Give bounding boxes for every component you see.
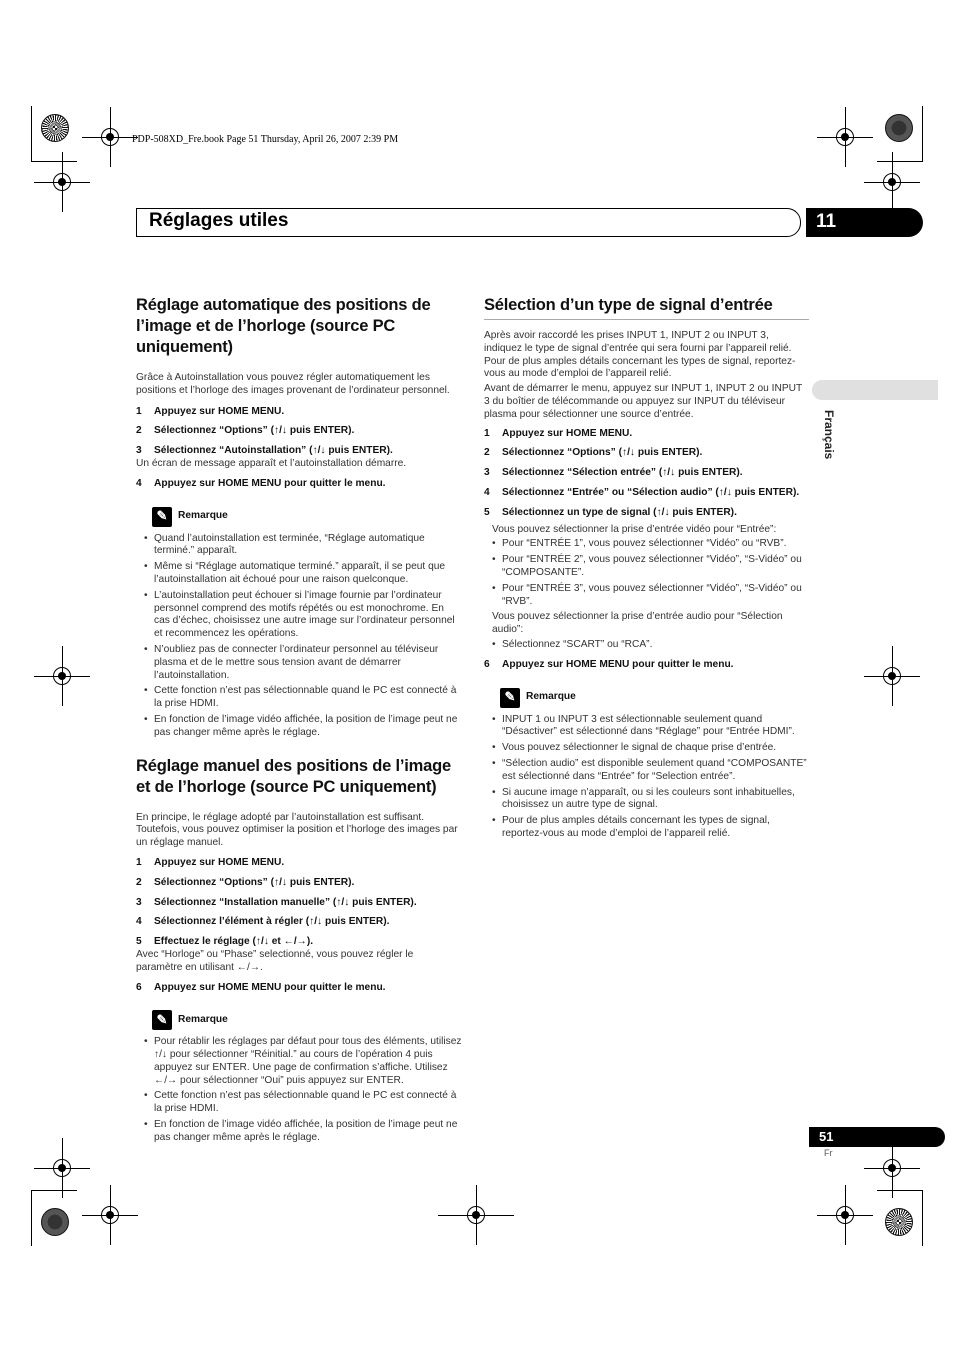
note-list — [484, 714, 809, 841]
step-note: Vous pouvez sélectionner la prise d’entrée vidéo pour “Entrée”: — [492, 523, 777, 535]
list-item: • Si aucune image n’apparaît, ou si les couleurs sont inhabituelles, choisissez un autre type de signal. — [484, 787, 809, 813]
page-title: Réglages utiles — [149, 210, 289, 231]
list-item: • INPUT 1 ou INPUT 3 est sélectionnable seulement quand “Désactiver” est sélectionné dans “Réglage” pour “Entrée HDMI”. — [484, 714, 809, 740]
list-item: • “Sélection audio” est disponible seulement quand “COMPOSANTE” est sélectionné dans “Entrée” for “Selection entrée”. — [484, 758, 809, 784]
paragraph: En principe, le réglage adopté par l’autoinstallation est suffisant. Toutefois, vous pouvez optimiser la position et l’horloge des images par un réglage manuel. — [136, 811, 458, 849]
file-header: PDP-508XD_Fre.book Page 51 Thursday, April 26, 2007 2:39 PM — [132, 134, 399, 145]
list-item: • Sélectionnez “SCART” ou “RCA”. — [484, 639, 809, 652]
step-note: Avec “Horloge” ou “Phase” selectionné, vous pouvez régler le paramètre en utilisant ←/→. — [136, 948, 414, 973]
list-item: • En fonction de l’image vidéo affichée, la position de l’image peut ne pas changer même après le réglage. — [136, 1119, 462, 1145]
list-item: • Pour rétablir les réglages par défaut pour tous des éléments, utilisez ↑/↓ pour sélectionner “Réinitial.” au cours de l’opération 4 puis appuyez sur ENTER. Une page de confirmation s’affiche. Utilisez ←/→ pour sélectionner “Oui” puis appuyez sur ENTER. — [136, 1036, 462, 1087]
list-item: • Cette fonction n’est pas sélectionnable quand le PC est connecté à la prise HDMI. — [136, 685, 462, 711]
note-heading: ✎ Remarque — [152, 507, 462, 527]
list-item: • En fonction de l’image vidéo affichée, la position de l’image peut ne pas changer même après le réglage. — [136, 714, 462, 740]
left-column — [136, 295, 462, 1145]
pencil-note-icon: ✎ — [152, 507, 172, 527]
step: 4 Sélectionnez “Entrée” ou “Sélection audio” (↑/↓ puis ENTER). — [484, 486, 800, 498]
step: 3 Sélectionnez “Sélection entrée” (↑/↓ puis ENTER). — [484, 467, 743, 479]
step: 2 Sélectionnez “Options” (↑/↓ puis ENTER). — [484, 447, 703, 459]
step: 5 Effectuez le réglage (↑/↓ et ←/→). — [136, 936, 314, 948]
pencil-note-icon: ✎ — [500, 688, 520, 708]
step: 6 Appuyez sur HOME MENU pour quitter le menu. — [484, 658, 734, 670]
paragraph: Grâce à Autoinstallation vous pouvez régler automatiquement les positions et l’horloge des images provenant de l’ordinateur personnel. — [136, 372, 450, 396]
list-item: • N’oubliez pas de connecter l’ordinateur personnel au téléviseur plasma et de le mettre sous tension avant de démarrer l’autoinstallation. — [136, 644, 462, 682]
option-list — [484, 538, 809, 608]
step: 1 Appuyez sur HOME MENU. — [484, 427, 633, 439]
section-title: Réglage manuel des positions de l’image et de l’horloge (source PC uniquement) — [136, 756, 451, 796]
step: 2 Sélectionnez “Options” (↑/↓ puis ENTER). — [136, 876, 355, 888]
registration-rosette-icon — [41, 114, 69, 142]
page-number: 51 — [819, 1129, 834, 1144]
step-note: Vous pouvez sélectionner la prise d’entrée audio pour “Sélection audio”: — [492, 611, 783, 636]
step: 3 Sélectionnez “Autoinstallation” (↑/↓ puis ENTER). — [136, 445, 393, 457]
note-list — [136, 1036, 462, 1144]
registration-rosette-icon — [885, 1208, 913, 1236]
paragraph: Après avoir raccordé les prises INPUT 1, INPUT 2 ou INPUT 3, indiquez le type de signal d’entrée qui sera fourni par l’appareil relié. Pour de plus amples détails concernant les types de signal, reportez-vous au mode d’emploi de l’appareil relié. — [484, 330, 796, 380]
step: 5 Sélectionnez un type de signal (↑/↓ puis ENTER). — [484, 506, 737, 518]
list-item: • Même si “Réglage automatique terminé.” apparaît, il se peut que l’autoinstallation ait échoué pour une raison quelconque. — [136, 561, 462, 587]
step: 4 Appuyez sur HOME MENU pour quitter le menu. — [136, 477, 386, 489]
step: 2 Sélectionnez “Options” (↑/↓ puis ENTER). — [136, 425, 355, 437]
list-item: • Pour “ENTRÉE 2”, vous pouvez sélectionner “Vidéo”, “S-Vidéo” ou “COMPOSANTE”. — [484, 554, 809, 580]
step: 1 Appuyez sur HOME MENU. — [136, 405, 285, 417]
page-number-badge — [809, 1127, 945, 1147]
list-item: • L’autoinstallation peut échouer si l’image fournie par l’ordinateur personnel comprend des motifs répétés ou est monochrome. En cas d’échec, choisissez une autre image sur l’ordinateur personnel et recommencez les opérations. — [136, 590, 462, 641]
step: 6 Appuyez sur HOME MENU pour quitter le menu. — [136, 981, 386, 993]
language-tab — [812, 380, 938, 400]
step-note: Un écran de message apparaît et l’autoinstallation démarre. — [136, 457, 407, 469]
step: 1 Appuyez sur HOME MENU. — [136, 856, 285, 868]
registration-rosette-icon — [885, 114, 913, 142]
registration-rosette-icon — [41, 1208, 69, 1236]
chapter-badge — [806, 208, 923, 237]
page-lang: Fr — [824, 1148, 833, 1158]
chapter-number: 11 — [816, 211, 837, 232]
list-item: • Vous pouvez sélectionner le signal de chaque prise d’entrée. — [484, 742, 809, 755]
step: 3 Sélectionnez “Installation manuelle” (↑/↓ puis ENTER). — [136, 896, 417, 908]
list-item: • Pour “ENTRÉE 1”, vous pouvez sélectionner “Vidéo” ou “RVB”. — [484, 538, 809, 551]
pencil-note-icon: ✎ — [152, 1010, 172, 1030]
list-item: • Cette fonction n’est pas sélectionnable quand le PC est connecté à la prise HDMI. — [136, 1090, 462, 1116]
option-list — [484, 639, 809, 652]
note-list — [136, 533, 462, 740]
language-label: Français — [822, 410, 836, 460]
note-heading: ✎ Remarque — [500, 688, 809, 708]
section-title: Réglage automatique des positions de l’image et de l’horloge (source PC uniquement) — [136, 296, 431, 356]
list-item: • Pour “ENTRÉE 3”, vous pouvez sélectionner “Vidéo”, “S-Vidéo” ou “RVB”. — [484, 583, 809, 609]
list-item: • Quand l’autoinstallation est terminée, “Réglage automatique terminé.” apparaît. — [136, 533, 462, 559]
list-item: • Pour de plus amples détails concernant les types de signal, reportez-vous au mode d’emploi de l’appareil relié. — [484, 815, 809, 841]
right-column — [484, 295, 809, 841]
note-heading: ✎ Remarque — [152, 1010, 462, 1030]
step: 4 Sélectionnez l’élément à régler (↑/↓ puis ENTER). — [136, 916, 390, 928]
section-title: Sélection d’un type de signal d’entrée — [484, 295, 809, 320]
paragraph: Avant de démarrer le menu, appuyez sur INPUT 1, INPUT 2 ou INPUT 3 du boîtier de télécommande ou appuyez sur INPUT du téléviseur plasma pour sélectionner une source d’entrée. — [484, 383, 803, 420]
